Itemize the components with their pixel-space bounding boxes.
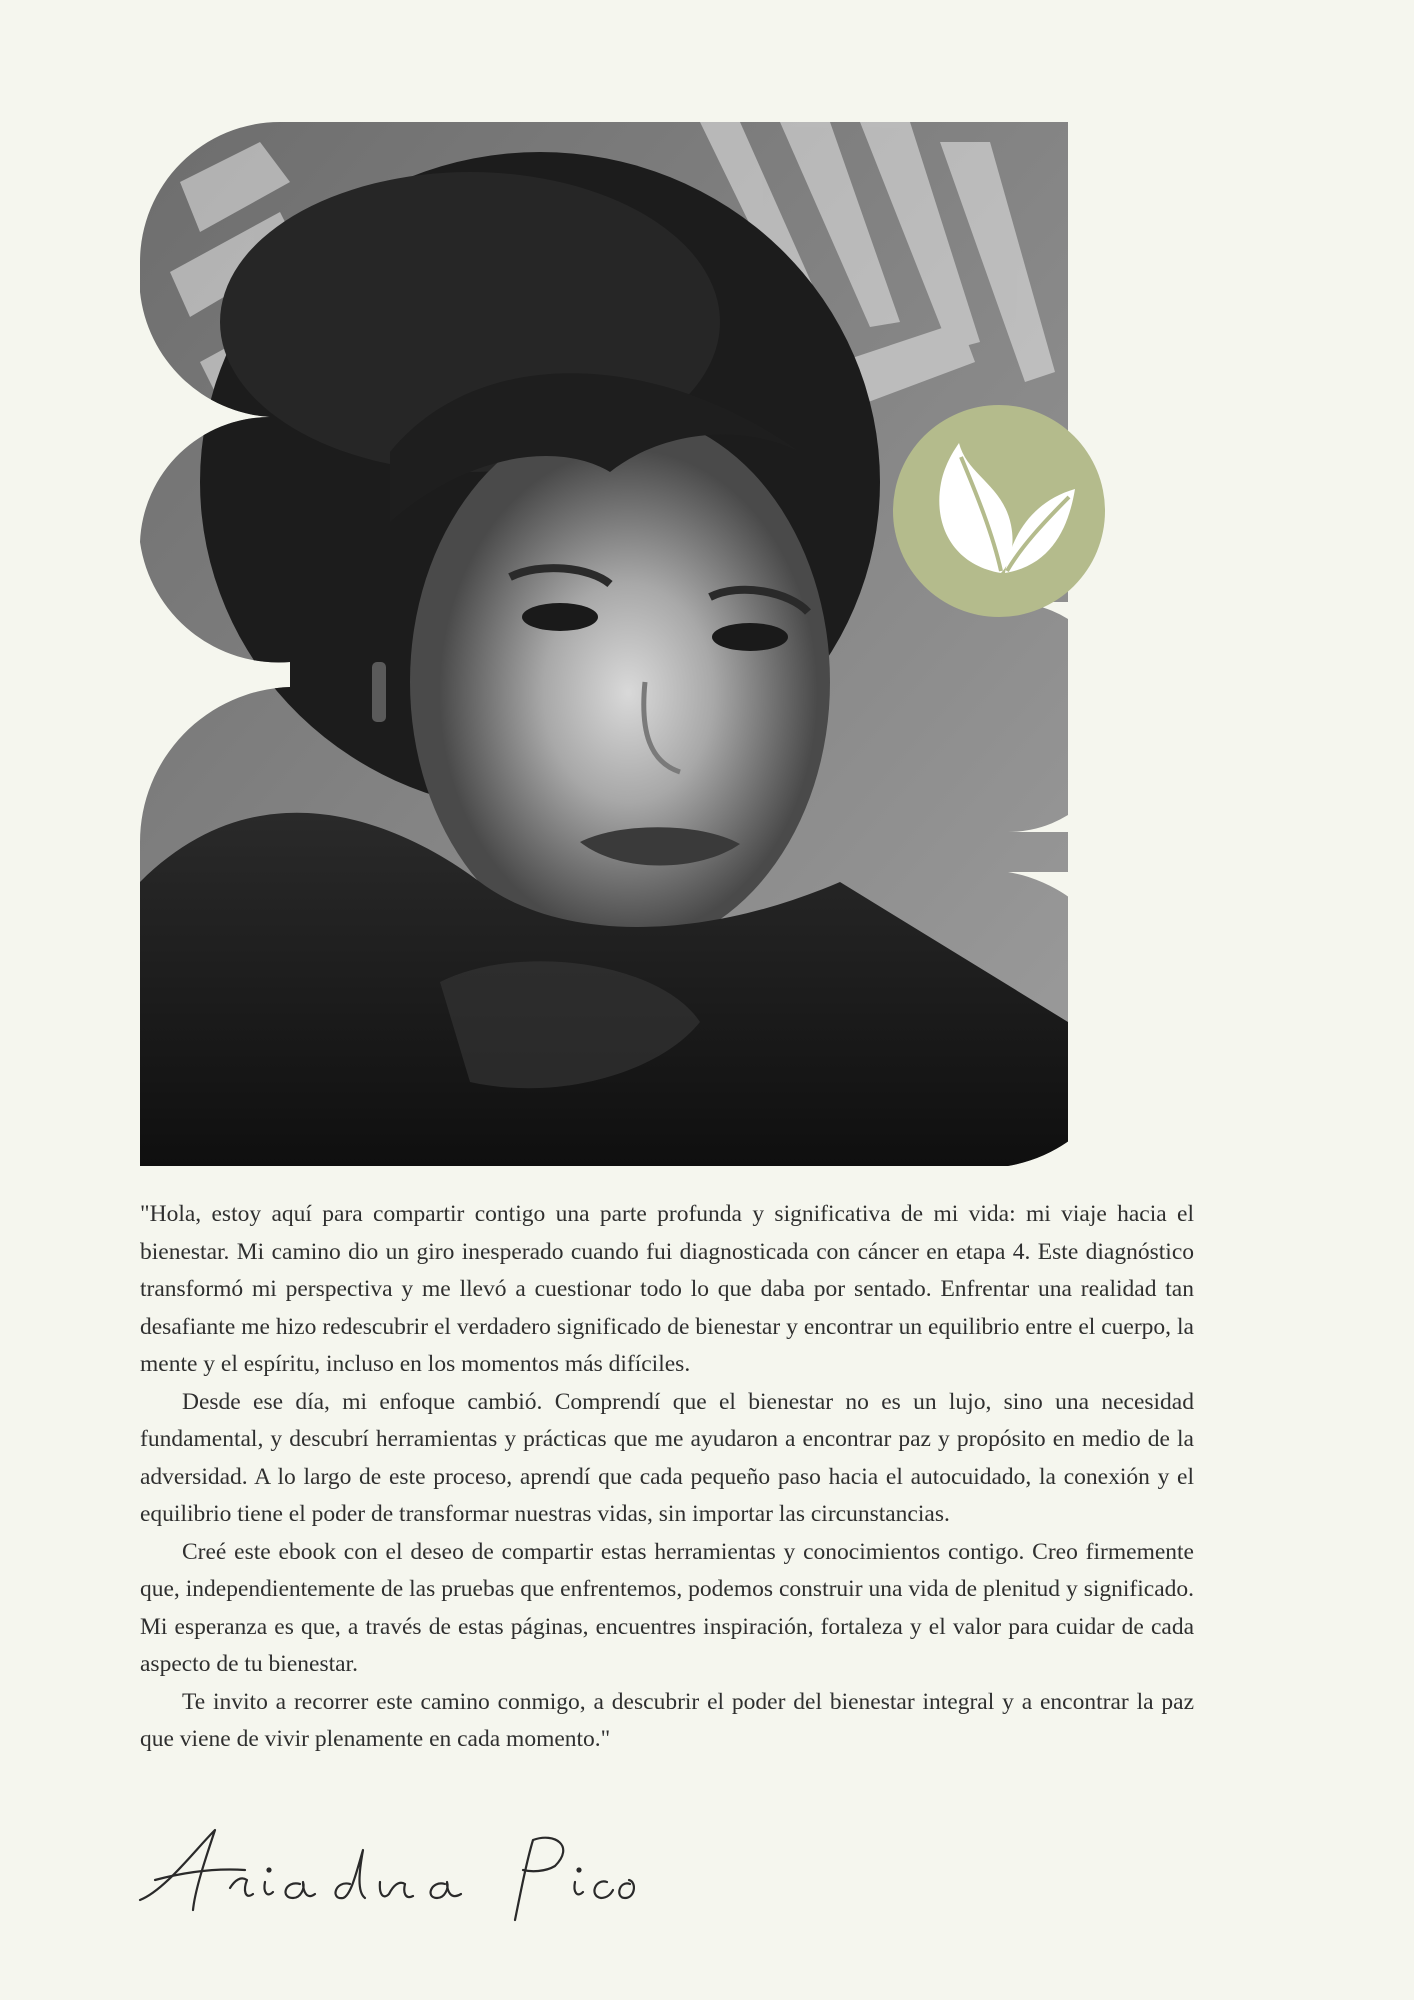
letter-paragraph-1: "Hola, estoy aquí para compartir contigo una parte profunda y significativa de mi vida: mi viaje hacia el bienestar. Mi camino dio un giro inesperado cuando fui diagnosticada con cáncer en etapa 4. Este diagnóstico transformó mi perspectiva y me llevó a cuestionar todo lo que daba por sentado. Enfrentar una realidad tan desafiante me hizo redescubrir el verdadero significado de bienestar y encontrar un equilibrio entre el cuerpo, la mente y el espíritu, incluso en los momentos más difíciles. [140,1201,1194,1377]
leaf-badge [893,405,1105,617]
portrait-photo [140,122,1068,1166]
letter-paragraph-3: Creé este ebook con el deseo de compartir estas herramientas y conocimientos contigo. Creo firmemente que, independientemente de las pruebas que enfrentemos, podemos construir una vida de plenitud y significado. Mi esperanza es que, a través de estas páginas, encuentres inspiración, fortaleza y el valor para cuidar de cada aspecto de tu bienestar. [140,1538,1194,1677]
letter-paragraph-4: Te invito a recorrer este camino conmigo, a descubrir el poder del bienestar integral y a encontrar la paz que viene de vivir plenamente en cada momento." [140,1688,1194,1752]
signature [135,1810,635,1930]
leaf-icon [893,405,1105,617]
letter-body [140,1196,1194,1759]
letter-paragraph-2: Desde ese día, mi enfoque cambió. Comprendí que el bienestar no es un lujo, sino una necesidad fundamental, y descubrí herramientas y prácticas que me ayudaron a encontrar paz y propósito en medio de la adversidad. A lo largo de este proceso, aprendí que cada pequeño paso hacia el autocuidado, la conexión y el equilibrio tiene el poder de transformar nuestras vidas, sin importar las circunstancias. [140,1388,1194,1527]
